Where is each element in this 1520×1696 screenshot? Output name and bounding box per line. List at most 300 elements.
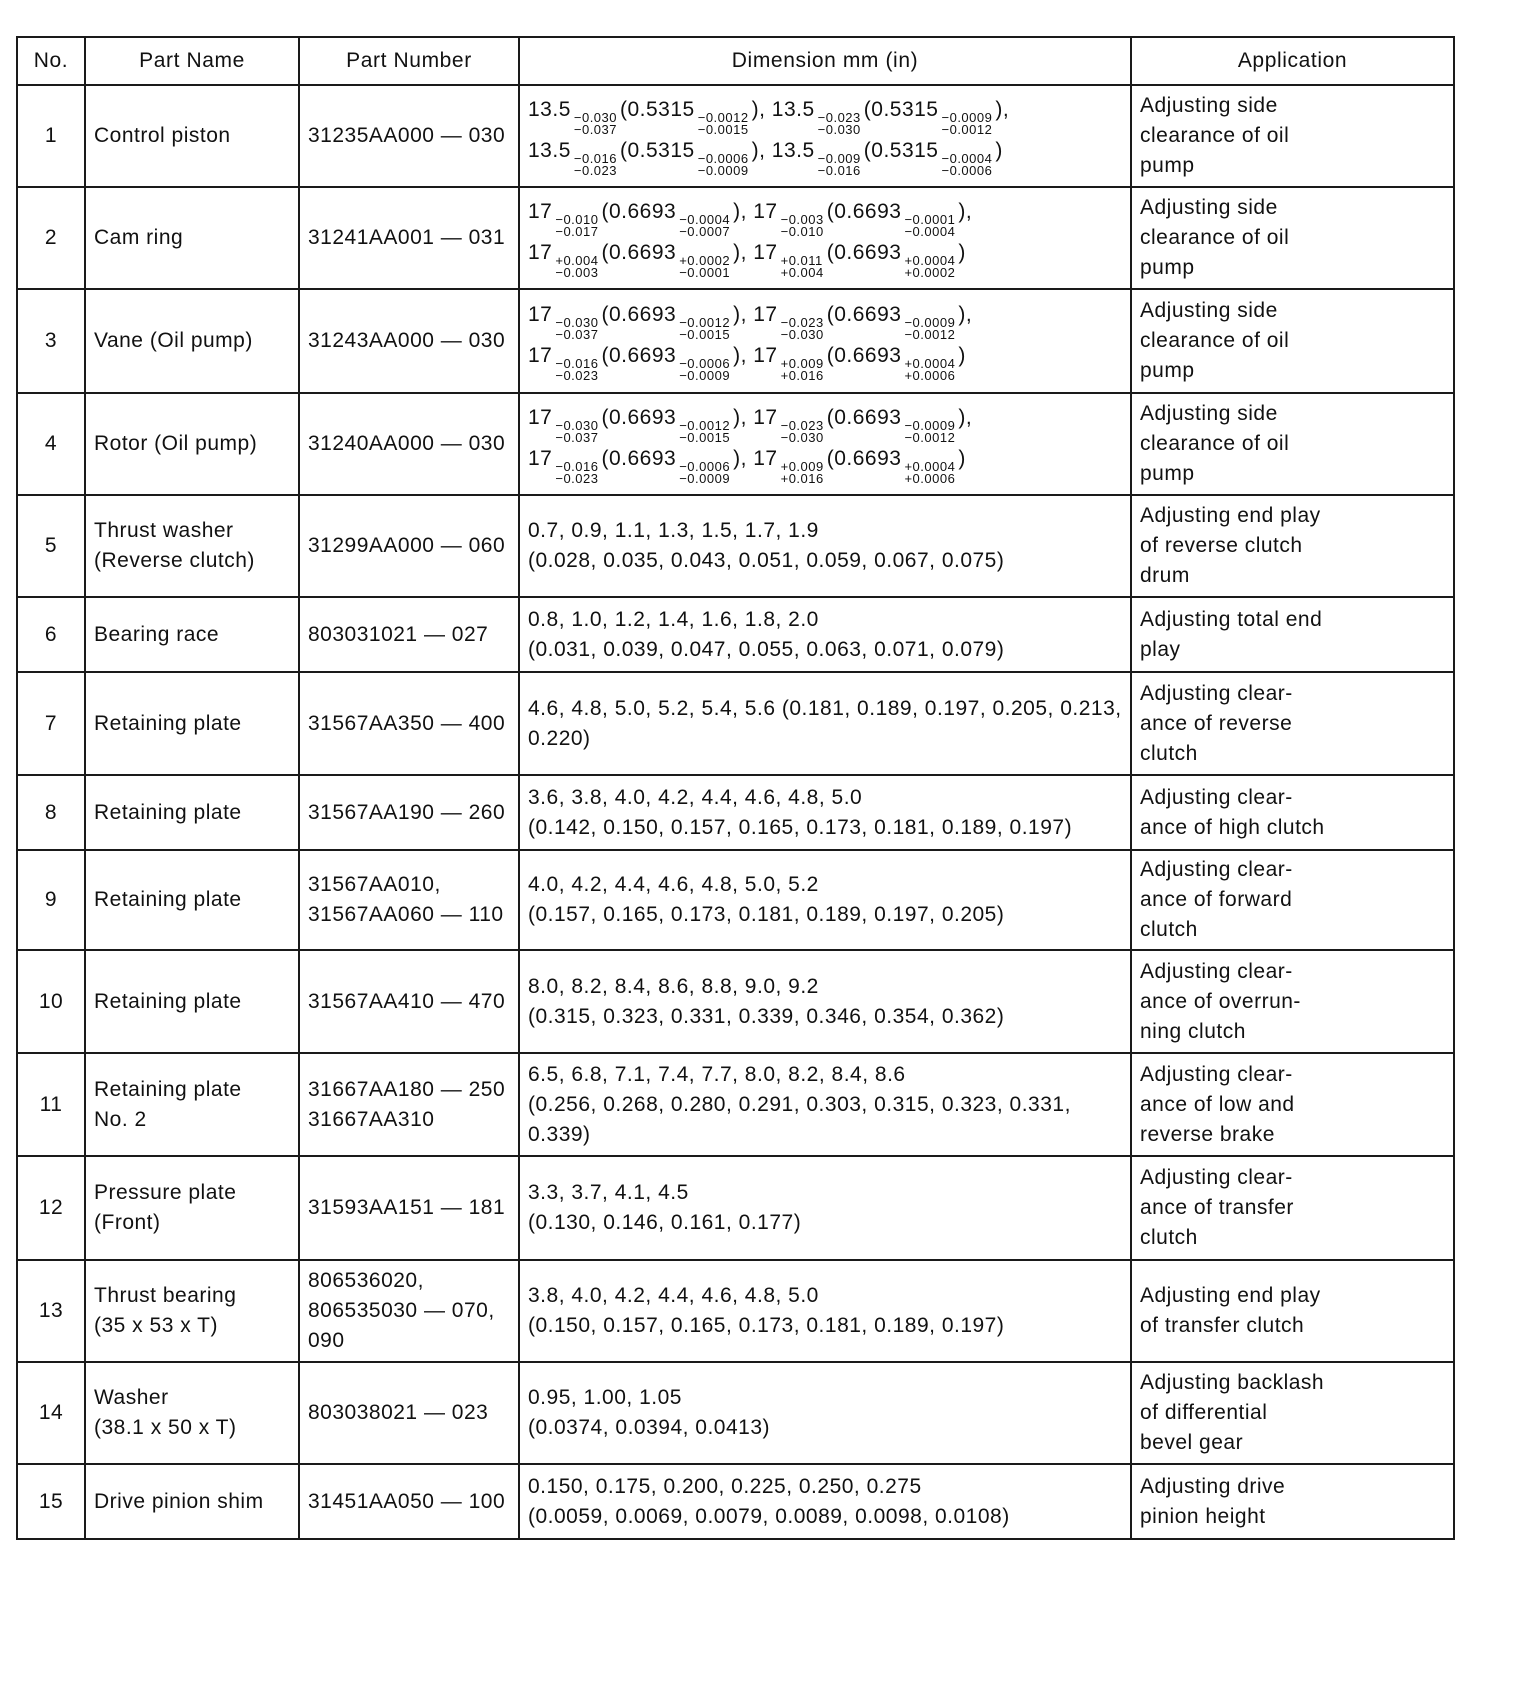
application-cell xyxy=(1131,597,1454,672)
part-name: Washer (38.1 x 50 x T) xyxy=(94,1386,237,1439)
close-paren: ), xyxy=(733,303,747,326)
header-row xyxy=(17,37,1454,85)
tolerance-lower: −0.0015 xyxy=(679,430,731,445)
close-paren: ) xyxy=(958,344,966,367)
tolerance-mm xyxy=(555,317,598,341)
nominal-mm: 13.5 xyxy=(528,98,571,121)
row-number: 14 xyxy=(17,1362,85,1464)
part-name: Bearing race xyxy=(94,622,220,646)
tolerance-upper: +0.0004 xyxy=(904,356,956,371)
tolerance-upper: −0.0004 xyxy=(941,151,993,166)
tolerance-in xyxy=(679,420,730,444)
tolerance-upper: −0.023 xyxy=(780,315,824,330)
tolerance-lower: +0.0006 xyxy=(904,471,956,486)
tolerance-upper: −0.0006 xyxy=(679,356,731,371)
row-number: 13 xyxy=(17,1260,85,1362)
table-body xyxy=(17,85,1454,1539)
tolerance-line xyxy=(528,300,1122,341)
dimension-values: 0.7, 0.9, 1.1, 1.3, 1.5, 1.7, 1.9 (0.028, 0.035, 0.043, 0.051, 0.059, 0.067, 0.075) xyxy=(528,519,1005,572)
tolerance-in xyxy=(679,255,730,279)
nominal-in: (0.5315 xyxy=(863,98,939,121)
part-name-cell xyxy=(85,950,299,1053)
tolerance-lower: +0.004 xyxy=(780,265,824,280)
nominal-mm: 17 xyxy=(753,344,778,367)
application-text: Adjusting clear- ance of forward clutch xyxy=(1140,858,1293,941)
table-row xyxy=(17,495,1454,597)
application-cell xyxy=(1131,393,1454,495)
tolerance-lower: +0.016 xyxy=(780,368,824,383)
tolerance-upper: −0.030 xyxy=(573,110,617,125)
part-number: 31240AA000 — 030 xyxy=(308,432,506,455)
application-text: Adjusting clear- ance of reverse clutch xyxy=(1140,681,1293,765)
part-name: Cam ring xyxy=(94,226,184,249)
close-paren: ), xyxy=(733,241,747,264)
tolerance-lower: −0.037 xyxy=(555,430,599,445)
application-cell xyxy=(1131,1362,1454,1464)
tolerance-lower: +0.0002 xyxy=(904,265,956,280)
part-number-cell xyxy=(299,672,519,775)
tolerance-line xyxy=(528,95,1122,136)
tolerance-upper: −0.0004 xyxy=(679,212,731,227)
nominal-mm: 17 xyxy=(753,200,778,223)
part-name-cell xyxy=(85,393,299,495)
close-paren: ), xyxy=(958,303,973,326)
tolerance-mm xyxy=(781,461,824,485)
row-number: 15 xyxy=(17,1464,85,1539)
row-number: 12 xyxy=(17,1156,85,1260)
tolerance-lower: +0.016 xyxy=(780,471,824,486)
application-cell xyxy=(1131,672,1454,775)
tolerance-in xyxy=(904,317,955,341)
application-cell xyxy=(1131,1156,1454,1260)
close-paren: ) xyxy=(995,139,1003,162)
tolerance-lower: −0.0004 xyxy=(904,224,956,239)
tolerance-upper: +0.004 xyxy=(555,253,599,268)
tolerance-in xyxy=(904,358,955,382)
part-number: 806536020, 806535030 — 070, 090 xyxy=(308,1269,495,1352)
application-cell xyxy=(1131,85,1454,187)
tolerance-in xyxy=(942,112,993,136)
tolerance-lower: −0.023 xyxy=(555,368,599,383)
tolerance-lower: −0.0012 xyxy=(904,430,956,445)
part-number: 31451AA050 — 100 xyxy=(308,1489,506,1513)
nominal-mm: 17 xyxy=(528,241,553,264)
close-paren: ), xyxy=(733,406,747,429)
header-application: Application xyxy=(1131,37,1454,85)
table-row xyxy=(17,1260,1454,1362)
application-text: Adjusting side clearance of oil pump xyxy=(1140,299,1290,382)
application-text: Adjusting side clearance of oil pump xyxy=(1140,402,1290,485)
part-number: 803038021 — 023 xyxy=(308,1401,489,1424)
tolerance-mm xyxy=(781,420,824,444)
dimension-cell xyxy=(519,672,1131,775)
tolerance-upper: −0.0006 xyxy=(697,151,749,166)
tolerance-lower: −0.0012 xyxy=(941,122,993,137)
nominal-in: (0.6693 xyxy=(601,447,677,470)
part-name: Retaining plate xyxy=(94,800,242,824)
part-name: Drive pinion shim xyxy=(94,1489,264,1513)
part-number-cell xyxy=(299,187,519,289)
tolerance-in xyxy=(942,153,993,177)
part-name-cell xyxy=(85,1053,299,1156)
tolerance-lower: +0.0006 xyxy=(904,368,956,383)
part-name: Retaining plate xyxy=(94,888,242,911)
nominal-in: (0.6693 xyxy=(826,447,902,470)
part-number-cell xyxy=(299,85,519,187)
dimension-cell xyxy=(519,1260,1131,1362)
nominal-in: (0.6693 xyxy=(826,406,902,429)
row-number: 3 xyxy=(17,289,85,393)
tolerance-upper: −0.010 xyxy=(555,212,599,227)
tolerance-upper: −0.0012 xyxy=(679,418,731,433)
part-number-cell xyxy=(299,775,519,850)
table-row xyxy=(17,1464,1454,1539)
tolerance-upper: +0.011 xyxy=(780,253,823,268)
part-number: 31567AA190 — 260 xyxy=(308,800,506,824)
dimension-cell xyxy=(519,393,1131,495)
tolerance-line xyxy=(528,403,1122,444)
close-paren: ), xyxy=(958,200,973,223)
part-name-cell xyxy=(85,672,299,775)
dimension-cell xyxy=(519,597,1131,672)
row-number: 5 xyxy=(17,495,85,597)
tolerance-upper: +0.0004 xyxy=(904,253,956,268)
nominal-mm: 17 xyxy=(528,200,553,223)
part-name: Rotor (Oil pump) xyxy=(94,432,258,455)
nominal-mm: 17 xyxy=(528,447,553,470)
dimension-cell xyxy=(519,289,1131,393)
application-text: Adjusting side clearance of oil pump xyxy=(1140,196,1290,279)
application-text: Adjusting clear- ance of low and reverse brake xyxy=(1140,1062,1295,1146)
tolerance-lower: −0.030 xyxy=(780,327,824,342)
application-cell xyxy=(1131,1464,1454,1539)
tolerance-in xyxy=(698,112,749,136)
dimension-values: 4.6, 4.8, 5.0, 5.2, 5.4, 5.6 (0.181, 0.189, 0.197, 0.205, 0.213, 0.220) xyxy=(528,696,1122,750)
row-number: 11 xyxy=(17,1053,85,1156)
close-paren: ), xyxy=(733,200,747,223)
tolerance-upper: +0.009 xyxy=(780,356,824,371)
dimension-cell xyxy=(519,1053,1131,1156)
tolerance-in xyxy=(904,214,955,238)
tolerance-lower: −0.037 xyxy=(573,122,617,137)
row-number: 8 xyxy=(17,775,85,850)
application-text: Adjusting side clearance of oil pump xyxy=(1140,94,1290,177)
dimension-values: 6.5, 6.8, 7.1, 7.4, 7.7, 8.0, 8.2, 8.4, 8.6 (0.256, 0.268, 0.280, 0.291, 0.303, 0.315, 0.323, 0.331, 0.339) xyxy=(528,1062,1071,1146)
application-cell xyxy=(1131,1053,1454,1156)
header-no: No. xyxy=(17,37,85,85)
tolerance-lower: −0.023 xyxy=(555,471,599,486)
tolerance-mm xyxy=(555,255,598,279)
table-row xyxy=(17,1053,1454,1156)
nominal-mm: 17 xyxy=(753,447,778,470)
tolerance-upper: −0.0001 xyxy=(904,212,956,227)
tolerance-upper: −0.009 xyxy=(817,151,861,166)
header-dimension: Dimension mm (in) xyxy=(519,37,1131,85)
parts-table xyxy=(16,36,1455,1540)
nominal-in: (0.6693 xyxy=(826,303,902,326)
nominal-in: (0.6693 xyxy=(826,200,902,223)
tolerance-lower: −0.030 xyxy=(817,122,861,137)
dimension-values: 3.6, 3.8, 4.0, 4.2, 4.4, 4.6, 4.8, 5.0 (0.142, 0.150, 0.157, 0.165, 0.173, 0.181, 0.189, 0.197) xyxy=(528,785,1073,839)
tolerance-lower: −0.0001 xyxy=(679,265,731,280)
tolerance-lower: −0.030 xyxy=(780,430,824,445)
tolerance-lower: −0.0015 xyxy=(697,122,749,137)
tolerance-upper: −0.030 xyxy=(555,315,599,330)
tolerance-lower: −0.003 xyxy=(555,265,599,280)
tolerance-in xyxy=(904,461,955,485)
nominal-mm: 17 xyxy=(753,303,778,326)
tolerance-upper: +0.0004 xyxy=(904,459,956,474)
application-text: Adjusting backlash of differential bevel gear xyxy=(1140,1371,1325,1454)
part-name-cell xyxy=(85,1362,299,1464)
part-name-cell xyxy=(85,775,299,850)
tolerance-upper: −0.0009 xyxy=(941,110,993,125)
tolerance-mm xyxy=(781,358,824,382)
part-number-cell xyxy=(299,1156,519,1260)
tolerance-lower: −0.0009 xyxy=(679,471,731,486)
tolerance-upper: −0.0009 xyxy=(904,315,956,330)
table-row xyxy=(17,775,1454,850)
table-row xyxy=(17,850,1454,950)
table-row xyxy=(17,393,1454,495)
row-number: 10 xyxy=(17,950,85,1053)
tolerance-lower: −0.0006 xyxy=(941,163,993,178)
close-paren: ), xyxy=(958,406,973,429)
tolerance-upper: +0.009 xyxy=(780,459,824,474)
dimension-values: 4.0, 4.2, 4.4, 4.6, 4.8, 5.0, 5.2 (0.157, 0.165, 0.173, 0.181, 0.189, 0.197, 0.205) xyxy=(528,873,1005,926)
table-row xyxy=(17,85,1454,187)
application-cell xyxy=(1131,850,1454,950)
part-number-cell xyxy=(299,1362,519,1464)
tolerance-in xyxy=(679,461,730,485)
tolerance-mm xyxy=(555,358,598,382)
nominal-mm: 17 xyxy=(753,406,778,429)
tolerance-mm xyxy=(818,153,861,177)
tolerance-lower: −0.0009 xyxy=(697,163,749,178)
close-paren: ), xyxy=(733,344,747,367)
application-cell xyxy=(1131,289,1454,393)
application-cell xyxy=(1131,950,1454,1053)
tolerance-upper: −0.003 xyxy=(780,212,824,227)
part-name-cell xyxy=(85,289,299,393)
dimension-cell xyxy=(519,850,1131,950)
row-number: 2 xyxy=(17,187,85,289)
part-number-cell xyxy=(299,1053,519,1156)
nominal-mm: 17 xyxy=(528,344,553,367)
part-name-cell xyxy=(85,597,299,672)
part-name-cell xyxy=(85,1260,299,1362)
application-cell xyxy=(1131,187,1454,289)
tolerance-lower: −0.037 xyxy=(555,327,599,342)
application-text: Adjusting clear- ance of transfer clutch xyxy=(1140,1166,1294,1249)
tolerance-line xyxy=(528,444,1122,485)
nominal-in: (0.6693 xyxy=(826,344,902,367)
tolerance-upper: −0.023 xyxy=(817,110,861,125)
dimension-values: 0.150, 0.175, 0.200, 0.225, 0.250, 0.275 (0.0059, 0.0069, 0.0079, 0.0089, 0.0098, 0.0108) xyxy=(528,1474,1010,1528)
row-number: 4 xyxy=(17,393,85,495)
tolerance-mm xyxy=(781,255,824,279)
dimension-cell xyxy=(519,187,1131,289)
tolerance-upper: −0.030 xyxy=(555,418,599,433)
nominal-in: (0.6693 xyxy=(601,406,677,429)
nominal-in: (0.6693 xyxy=(601,200,677,223)
dimension-cell xyxy=(519,85,1131,187)
application-cell xyxy=(1131,775,1454,850)
application-text: Adjusting end play of transfer clutch xyxy=(1140,1284,1321,1337)
dimension-cell xyxy=(519,1362,1131,1464)
part-name: Retaining plate No. 2 xyxy=(94,1077,242,1131)
nominal-in: (0.5315 xyxy=(620,139,695,162)
tolerance-mm xyxy=(781,214,824,238)
nominal-mm: 13.5 xyxy=(771,98,815,121)
part-name: Thrust bearing (35 x 53 x T) xyxy=(94,1284,237,1337)
close-paren: ) xyxy=(958,241,966,264)
part-name: Vane (Oil pump) xyxy=(94,329,253,352)
nominal-mm: 17 xyxy=(528,406,553,429)
table-row xyxy=(17,672,1454,775)
row-number: 1 xyxy=(17,85,85,187)
dimension-cell xyxy=(519,950,1131,1053)
nominal-in: (0.5315 xyxy=(620,98,695,121)
tolerance-mm xyxy=(574,112,617,136)
tolerance-mm xyxy=(781,317,824,341)
tolerance-mm xyxy=(574,153,617,177)
row-number: 7 xyxy=(17,672,85,775)
part-name: Control piston xyxy=(94,124,231,147)
dimension-cell xyxy=(519,775,1131,850)
dimension-values: 3.8, 4.0, 4.2, 4.4, 4.6, 4.8, 5.0 (0.150, 0.157, 0.165, 0.173, 0.181, 0.189, 0.197) xyxy=(528,1284,1005,1337)
part-number-cell xyxy=(299,495,519,597)
tolerance-in xyxy=(904,255,955,279)
part-name-cell xyxy=(85,1156,299,1260)
tolerance-line xyxy=(528,238,1122,279)
tolerance-upper: −0.0012 xyxy=(679,315,731,330)
tolerance-mm xyxy=(555,420,598,444)
part-name: Retaining plate xyxy=(94,989,242,1013)
tolerance-lower: −0.0012 xyxy=(904,327,956,342)
tolerance-lower: −0.0009 xyxy=(679,368,731,383)
part-number: 803031021 — 027 xyxy=(308,622,489,646)
part-name-cell xyxy=(85,85,299,187)
part-number: 31299AA000 — 060 xyxy=(308,534,506,557)
part-name: Pressure plate (Front) xyxy=(94,1181,237,1234)
nominal-mm: 13.5 xyxy=(771,139,815,162)
tolerance-in xyxy=(698,153,749,177)
tolerance-upper: −0.023 xyxy=(780,418,824,433)
part-number-cell xyxy=(299,289,519,393)
application-text: Adjusting drive pinion height xyxy=(1140,1474,1286,1528)
tolerance-in xyxy=(679,317,730,341)
tolerance-upper: +0.0002 xyxy=(679,253,731,268)
dimension-cell xyxy=(519,1464,1131,1539)
part-number-cell xyxy=(299,1464,519,1539)
header-part-name: Part Name xyxy=(85,37,299,85)
tolerance-upper: −0.0012 xyxy=(697,110,749,125)
tolerance-lower: −0.010 xyxy=(780,224,824,239)
table-row xyxy=(17,597,1454,672)
tolerance-upper: −0.0006 xyxy=(679,459,731,474)
tolerance-line xyxy=(528,341,1122,382)
close-paren: ), xyxy=(751,139,766,162)
part-number-cell xyxy=(299,950,519,1053)
table-row xyxy=(17,289,1454,393)
part-name: Retaining plate xyxy=(94,711,242,735)
tolerance-lower: −0.023 xyxy=(573,163,617,178)
part-number: 31243AA000 — 030 xyxy=(308,329,506,352)
close-paren: ), xyxy=(751,98,766,121)
application-text: Adjusting clear- ance of high clutch xyxy=(1140,785,1325,839)
row-number: 9 xyxy=(17,850,85,950)
table-row xyxy=(17,950,1454,1053)
nominal-mm: 17 xyxy=(753,241,778,264)
table-row xyxy=(17,1362,1454,1464)
application-text: Adjusting end play of reverse clutch drum xyxy=(1140,504,1321,587)
tolerance-lower: −0.0007 xyxy=(679,224,731,239)
part-number: 31567AA350 — 400 xyxy=(308,711,506,735)
dimension-values: 3.3, 3.7, 4.1, 4.5 (0.130, 0.146, 0.161, 0.177) xyxy=(528,1181,802,1234)
close-paren: ), xyxy=(995,98,1010,121)
tolerance-upper: −0.016 xyxy=(555,459,599,474)
table-row xyxy=(17,187,1454,289)
tolerance-in xyxy=(679,358,730,382)
tolerance-upper: −0.016 xyxy=(573,151,617,166)
part-number: 31593AA151 — 181 xyxy=(308,1196,506,1219)
part-name-cell xyxy=(85,187,299,289)
tolerance-upper: −0.016 xyxy=(555,356,599,371)
dimension-values: 0.8, 1.0, 1.2, 1.4, 1.6, 1.8, 2.0 (0.031, 0.039, 0.047, 0.055, 0.063, 0.071, 0.079) xyxy=(528,607,1005,661)
tolerance-in xyxy=(679,214,730,238)
application-cell xyxy=(1131,1260,1454,1362)
nominal-in: (0.6693 xyxy=(601,303,677,326)
header-part-number: Part Number xyxy=(299,37,519,85)
part-number: 31567AA410 — 470 xyxy=(308,989,506,1013)
tolerance-mm xyxy=(555,461,598,485)
application-text: Adjusting total end play xyxy=(1140,607,1323,661)
tolerance-in xyxy=(904,420,955,444)
nominal-in: (0.6693 xyxy=(826,241,902,264)
nominal-mm: 13.5 xyxy=(528,139,571,162)
dimension-cell xyxy=(519,495,1131,597)
close-paren: ) xyxy=(958,447,966,470)
nominal-in: (0.6693 xyxy=(601,241,677,264)
application-text: Adjusting clear- ance of overrun- ning clutch xyxy=(1140,959,1301,1043)
tolerance-mm xyxy=(818,112,861,136)
part-number-cell xyxy=(299,393,519,495)
dimension-values: 8.0, 8.2, 8.4, 8.6, 8.8, 9.0, 9.2 (0.315, 0.323, 0.331, 0.339, 0.346, 0.354, 0.362) xyxy=(528,974,1005,1028)
tolerance-line xyxy=(528,136,1122,177)
tolerance-lower: −0.016 xyxy=(817,163,861,178)
part-number: 31235AA000 — 030 xyxy=(308,124,506,147)
dimension-cell xyxy=(519,1156,1131,1260)
part-number: 31241AA001 — 031 xyxy=(308,226,506,249)
part-number: 31567AA010, 31567AA060 — 110 xyxy=(308,873,504,926)
tolerance-upper: −0.0009 xyxy=(904,418,956,433)
part-name-cell xyxy=(85,1464,299,1539)
part-name: Thrust washer (Reverse clutch) xyxy=(94,519,255,572)
tolerance-mm xyxy=(555,214,598,238)
tolerance-line xyxy=(528,197,1122,238)
part-name-cell xyxy=(85,850,299,950)
part-number: 31667AA180 — 250 31667AA310 xyxy=(308,1077,506,1131)
row-number: 6 xyxy=(17,597,85,672)
nominal-in: (0.6693 xyxy=(601,344,677,367)
part-number-cell xyxy=(299,1260,519,1362)
close-paren: ), xyxy=(733,447,747,470)
part-name-cell xyxy=(85,495,299,597)
application-cell xyxy=(1131,495,1454,597)
dimension-values: 0.95, 1.00, 1.05 (0.0374, 0.0394, 0.0413) xyxy=(528,1386,771,1439)
tolerance-lower: −0.017 xyxy=(555,224,599,239)
